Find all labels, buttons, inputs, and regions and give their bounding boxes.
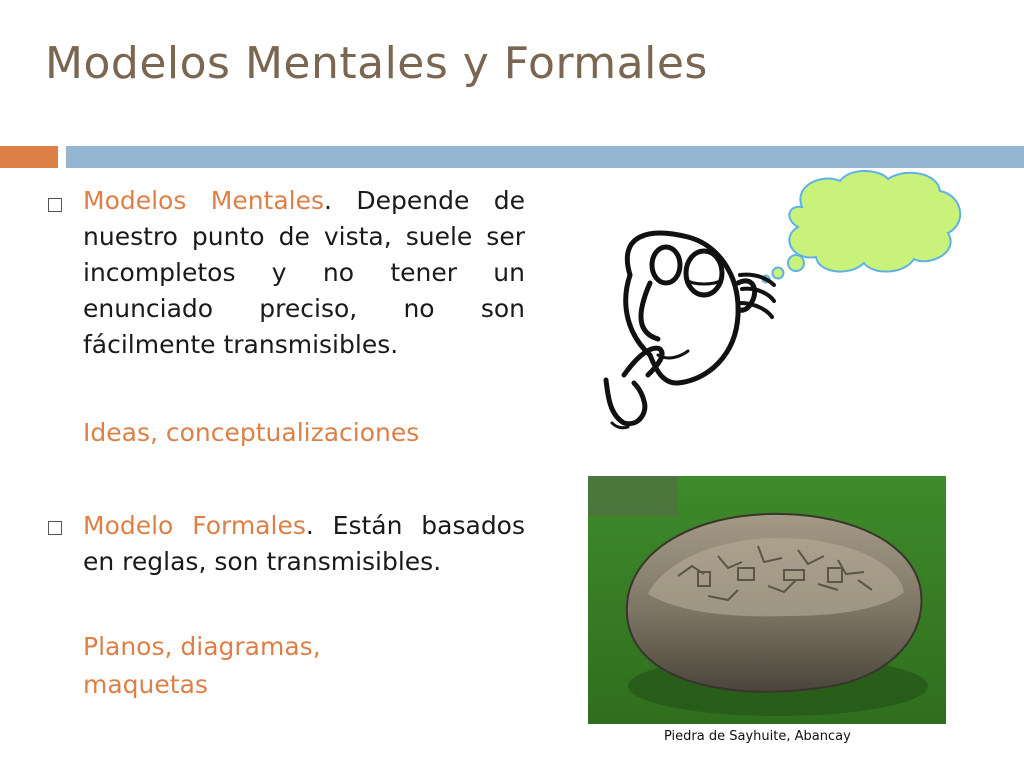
sayhuite-stone-photo bbox=[588, 476, 946, 724]
bullet-mental-models bbox=[83, 183, 525, 363]
slide-title: Modelos Mentales y Formales bbox=[45, 38, 708, 89]
example-formal-models-line2: maquetas bbox=[83, 670, 208, 699]
bullet-square-icon bbox=[48, 521, 62, 535]
example-mental-models: Ideas, conceptualizaciones bbox=[83, 418, 420, 447]
photo-caption: Piedra de Sayhuite, Abancay bbox=[664, 729, 851, 744]
example-formal-models-line1: Planos, diagramas, bbox=[83, 632, 321, 661]
bullet-square-icon bbox=[48, 198, 62, 212]
definition-mental-models: . Depende de nuestro punto de vista, suele ser incompletos y no tener un enunciado preciso, no son fácilmente transmisibles. bbox=[83, 186, 525, 359]
term-formal-models: Modelo Formales bbox=[83, 511, 306, 540]
cartoon-head-icon bbox=[606, 233, 774, 428]
thinking-person-illustration bbox=[588, 165, 978, 430]
bullet-formal-models bbox=[83, 508, 525, 580]
term-mental-models: Modelos Mentales bbox=[83, 186, 325, 215]
thought-cloud-icon bbox=[763, 171, 961, 283]
definition-formal-models: . Están basados en reglas, son transmisibles. bbox=[83, 511, 526, 576]
accent-bar bbox=[0, 146, 58, 168]
